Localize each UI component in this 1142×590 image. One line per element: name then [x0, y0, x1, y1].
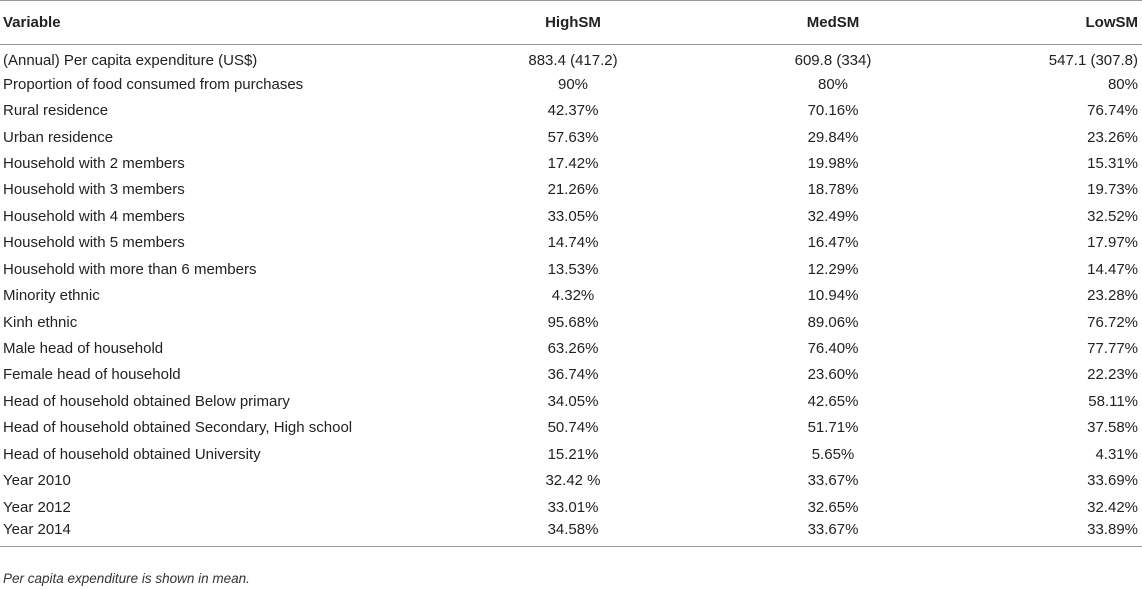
table-row: [0, 282, 1142, 308]
cell-highsm: 34.05%: [547, 392, 599, 410]
cell-lowsm: 76.72%: [1087, 313, 1138, 331]
table-row: [0, 415, 1142, 441]
table-row: [0, 388, 1142, 414]
cell-medsm: 89.06%: [807, 313, 859, 331]
header-variable: Variable: [0, 1, 443, 45]
cell-variable: Household with 3 members: [3, 181, 185, 199]
cell-highsm: 4.32%: [551, 287, 595, 305]
cell-variable: Minority ethnic: [3, 287, 100, 305]
table-row: [0, 203, 1142, 229]
cell-lowsm: 76.74%: [1087, 102, 1138, 120]
cell-medsm: 609.8 (334): [794, 52, 872, 70]
table-row: [0, 45, 1142, 71]
cell-variable: Year 2014: [0, 520, 443, 546]
cell-lowsm: 14.47%: [1087, 260, 1138, 278]
cell-highsm: 36.74%: [547, 366, 599, 384]
cell-variable: Household with 4 members: [3, 207, 185, 225]
cell-highsm: 17.42%: [547, 154, 599, 172]
table-row: [0, 362, 1142, 388]
cell-lowsm: 33.89%: [963, 520, 1142, 546]
cell-lowsm: 4.31%: [1095, 445, 1138, 463]
table-row: [0, 309, 1142, 335]
cell-highsm: 63.26%: [547, 340, 599, 358]
cell-variable: Household with more than 6 members: [3, 260, 257, 278]
table-row: [0, 441, 1142, 467]
cell-medsm: 32.49%: [807, 207, 859, 225]
cell-lowsm: 77.77%: [1087, 340, 1138, 358]
table-row: [0, 520, 1142, 546]
cell-lowsm: 23.28%: [1087, 287, 1138, 305]
cell-highsm: 32.42 %: [545, 472, 601, 490]
cell-highsm: 33.05%: [547, 207, 599, 225]
cell-variable: Head of household obtained University: [3, 445, 261, 463]
cell-medsm: 32.65%: [807, 498, 859, 516]
cell-variable: Female head of household: [3, 366, 181, 384]
table-row: [0, 494, 1142, 520]
table-row: [0, 256, 1142, 282]
cell-highsm: 90%: [557, 75, 589, 93]
table-row: [0, 335, 1142, 361]
header-lowsm: LowSM: [963, 1, 1142, 45]
table-body: [0, 45, 1142, 547]
cell-lowsm: 17.97%: [1087, 234, 1138, 252]
table-row: [0, 150, 1142, 176]
cell-highsm: 14.74%: [547, 234, 599, 252]
cell-highsm: 57.63%: [547, 128, 599, 146]
cell-lowsm: 33.69%: [1087, 472, 1138, 490]
cell-medsm: 33.67%: [703, 520, 963, 546]
table-row: [0, 124, 1142, 150]
cell-lowsm: 15.31%: [1087, 154, 1138, 172]
table-footnote: Per capita expenditure is shown in mean.: [3, 571, 250, 586]
header-medsm: MedSM: [703, 1, 963, 45]
cell-highsm: 21.26%: [547, 181, 599, 199]
table-row: [0, 97, 1142, 123]
table-header: [0, 1, 1142, 45]
table-row: [0, 468, 1142, 494]
cell-lowsm: 80%: [1107, 75, 1138, 93]
cell-highsm: 50.74%: [547, 419, 599, 437]
cell-lowsm: 37.58%: [1087, 419, 1138, 437]
cell-variable: Year 2010: [3, 472, 71, 490]
cell-medsm: 42.65%: [807, 392, 859, 410]
cell-medsm: 19.98%: [807, 154, 859, 172]
cell-highsm: 42.37%: [547, 102, 599, 120]
cell-medsm: 5.65%: [811, 445, 855, 463]
cell-lowsm: 19.73%: [1087, 181, 1138, 199]
cell-highsm: 13.53%: [547, 260, 599, 278]
cell-variable: Year 2012: [3, 498, 71, 516]
cell-variable: Head of household obtained Below primary: [3, 392, 290, 410]
cell-highsm: 883.4 (417.2): [528, 52, 618, 70]
cell-lowsm: 32.42%: [1087, 498, 1138, 516]
cell-lowsm: 32.52%: [1087, 207, 1138, 225]
cell-highsm: 95.68%: [547, 313, 599, 331]
cell-medsm: 12.29%: [807, 260, 859, 278]
cell-variable: Household with 2 members: [3, 154, 185, 172]
cell-variable: Rural residence: [3, 102, 109, 120]
cell-highsm: 33.01%: [547, 498, 599, 516]
cell-lowsm: 58.11%: [1088, 392, 1138, 410]
cell-lowsm: 22.23%: [1087, 366, 1138, 384]
table-row: [0, 230, 1142, 256]
cell-variable: Household with 5 members: [3, 234, 185, 252]
cell-highsm: 15.21%: [547, 445, 599, 463]
cell-medsm: 10.94%: [807, 287, 859, 305]
cell-variable: Proportion of food consumed from purchases: [3, 75, 304, 93]
cell-medsm: 33.67%: [807, 472, 859, 490]
table-row: [0, 71, 1142, 97]
cell-medsm: 29.84%: [807, 128, 859, 146]
table-row: [0, 177, 1142, 203]
cell-highsm: 34.58%: [443, 520, 703, 546]
cell-lowsm: 23.26%: [1087, 128, 1138, 146]
cell-variable: Head of household obtained Secondary, High school: [3, 419, 353, 437]
header-highsm: HighSM: [443, 1, 703, 45]
cell-medsm: 80%: [817, 75, 849, 93]
cell-variable: Male head of household: [3, 340, 164, 358]
cell-variable: (Annual) Per capita expenditure (US$): [3, 52, 258, 70]
cell-medsm: 16.47%: [807, 234, 859, 252]
cell-lowsm: 547.1 (307.8): [1048, 52, 1138, 70]
cell-medsm: 51.71%: [807, 419, 859, 437]
header-row: [0, 1, 1142, 45]
cell-medsm: 70.16%: [807, 102, 859, 120]
cell-medsm: 18.78%: [807, 181, 859, 199]
cell-variable: Kinh ethnic: [3, 313, 78, 331]
cell-variable: Urban residence: [3, 128, 114, 146]
cell-medsm: 23.60%: [807, 366, 859, 384]
cell-medsm: 76.40%: [807, 340, 859, 358]
